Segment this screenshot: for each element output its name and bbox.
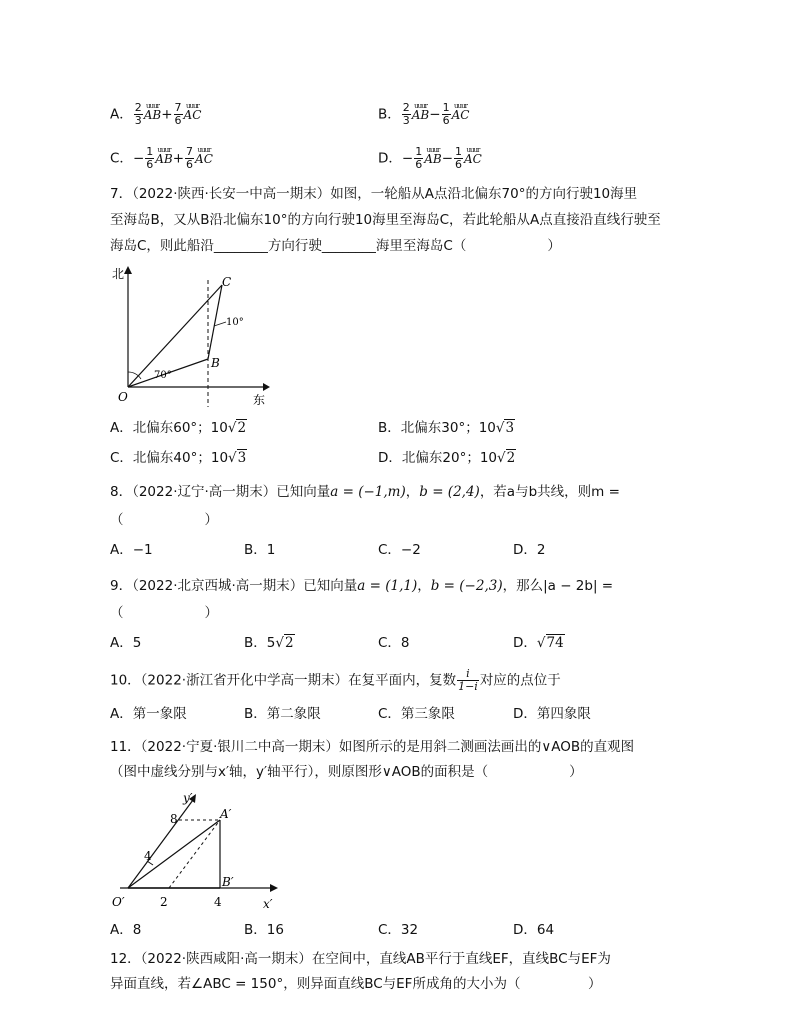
- q8-option-b: B．1: [244, 542, 276, 558]
- q11-label-y: y′: [183, 791, 193, 805]
- q11-line-1: 11．（2022·宁夏·银川二中高一期末）如图所示的是用斜二测画法画出的∨AOB的直观图: [110, 739, 635, 755]
- q8-option-d: D．2: [513, 542, 546, 558]
- q6-option-d: D．− $\frac{1}{6}$ uuur AB− $\frac{1}{6}$ uuur AC: [378, 145, 482, 171]
- q11-tick-4x-label: 4: [214, 895, 222, 909]
- q7-label-10: 10°: [226, 317, 244, 328]
- q11-figure: [108, 788, 288, 912]
- q7-angle-leader: [214, 322, 226, 326]
- q11-tick-8-label: 8: [170, 812, 178, 826]
- q8-option-c: C．−2: [378, 542, 421, 558]
- q7-label-b: B: [211, 356, 220, 370]
- q11-dashed-diagonal: [169, 820, 220, 888]
- q11-segment-oa: [128, 820, 220, 888]
- q12-line-2: 异面直线，若∠ABC = 150°，则异面直线BC与EF所成角的大小为（ ）: [110, 976, 602, 992]
- q7-label-north: 北: [112, 267, 125, 281]
- q7-label-o: O: [118, 390, 128, 404]
- q6-option-a: A． $\frac{2}{3}$ uuur AB+ $\frac{7}{6}$ uuur AC: [110, 101, 202, 127]
- q11-option-b: B．16: [244, 922, 284, 938]
- q11-y-axis: [128, 800, 193, 888]
- q7-option-b: B．北偏东30°；10√3: [378, 420, 515, 436]
- q11-line-2: （图中虚线分别与x′轴，y′轴平行），则原图形∨AOB的面积是（ ）: [110, 764, 583, 780]
- q11-label-o: O′: [112, 895, 125, 909]
- q11-option-d: D．64: [513, 922, 555, 938]
- q7-option-d: D．北偏东20°；10√2: [378, 450, 516, 466]
- q11-tick-4y-label: 4: [144, 849, 152, 863]
- q7-figure: [108, 262, 278, 410]
- q11-label-a: A′: [220, 807, 232, 821]
- q9-option-b: B．5√2: [244, 635, 294, 651]
- q7-line-3: 海岛C，则此船沿________方向行驶________海里至海岛C（ ）: [110, 238, 561, 254]
- q6-option-c: C．− $\frac{1}{6}$ uuur AB+ $\frac{7}{6}$ uuur AC: [110, 145, 213, 171]
- q7-east-arrowhead: [263, 383, 270, 391]
- q8-stem: 8．（2022·辽宁·高一期末）已知向量a = (−1,m)，b = (2,4)，若a与b共线，则m =: [110, 484, 620, 500]
- q11-option-a: A．8: [110, 922, 142, 938]
- q11-label-x: x′: [263, 897, 273, 911]
- q10-option-a: A．第一象限: [110, 706, 187, 722]
- q11-tick-2-label: 2: [160, 895, 168, 909]
- q12-line-1: 12．（2022·陕西咸阳·高一期末）在空间中，直线AB平行于直线EF，直线BC与EF为: [110, 951, 611, 967]
- q7-option-c: C．北偏东40°；10√3: [110, 450, 247, 466]
- q9-stem: 9．（2022·北京西城·高一期末）已知向量a = (1,1)，b = (−2,3)，那么|a − 2b| =: [110, 578, 614, 594]
- q6-option-b: B． $\frac{2}{3}$ uuur AB− $\frac{1}{6}$ uuur AC: [378, 101, 470, 127]
- q10-stem: 10．（2022·浙江省开化中学高一期末）在复平面内，复数 $\frac{i}{1-i}$ 对应的点位于: [110, 667, 561, 693]
- q9-option-d: D．√74: [513, 635, 564, 651]
- q9-option-a: A．5: [110, 635, 142, 651]
- q11-label-b: B′: [222, 875, 234, 889]
- q7-line-1: 7．（2022·陕西·长安一中高一期末）如图，一轮船从A点沿北偏东70°的方向行驶10海里: [110, 186, 638, 202]
- q7-option-a: A．北偏东60°；10√2: [110, 420, 247, 436]
- q7-label-c: C: [222, 275, 232, 289]
- q7-label-east: 东: [253, 393, 266, 407]
- q7-segment-bc: [208, 285, 222, 359]
- q8-option-a: A．−1: [110, 542, 153, 558]
- q10-option-b: B．第二象限: [244, 706, 321, 722]
- q7-north-arrowhead: [124, 266, 132, 274]
- q7-label-70: 70°: [154, 370, 172, 381]
- q10-option-d: D．第四象限: [513, 706, 591, 722]
- q10-option-c: C．第三象限: [378, 706, 455, 722]
- q8-answer-paren: （ ）: [110, 512, 218, 528]
- q7-line-2: 至海岛B，又从B沿北偏东10°的方向行驶10海里至海岛C，若此轮船从A点直接沿直线行驶至: [110, 212, 661, 228]
- q9-option-c: C．8: [378, 635, 410, 651]
- q9-answer-paren: （ ）: [110, 605, 218, 621]
- q11-x-arrowhead: [270, 884, 278, 892]
- q11-option-c: C．32: [378, 922, 419, 938]
